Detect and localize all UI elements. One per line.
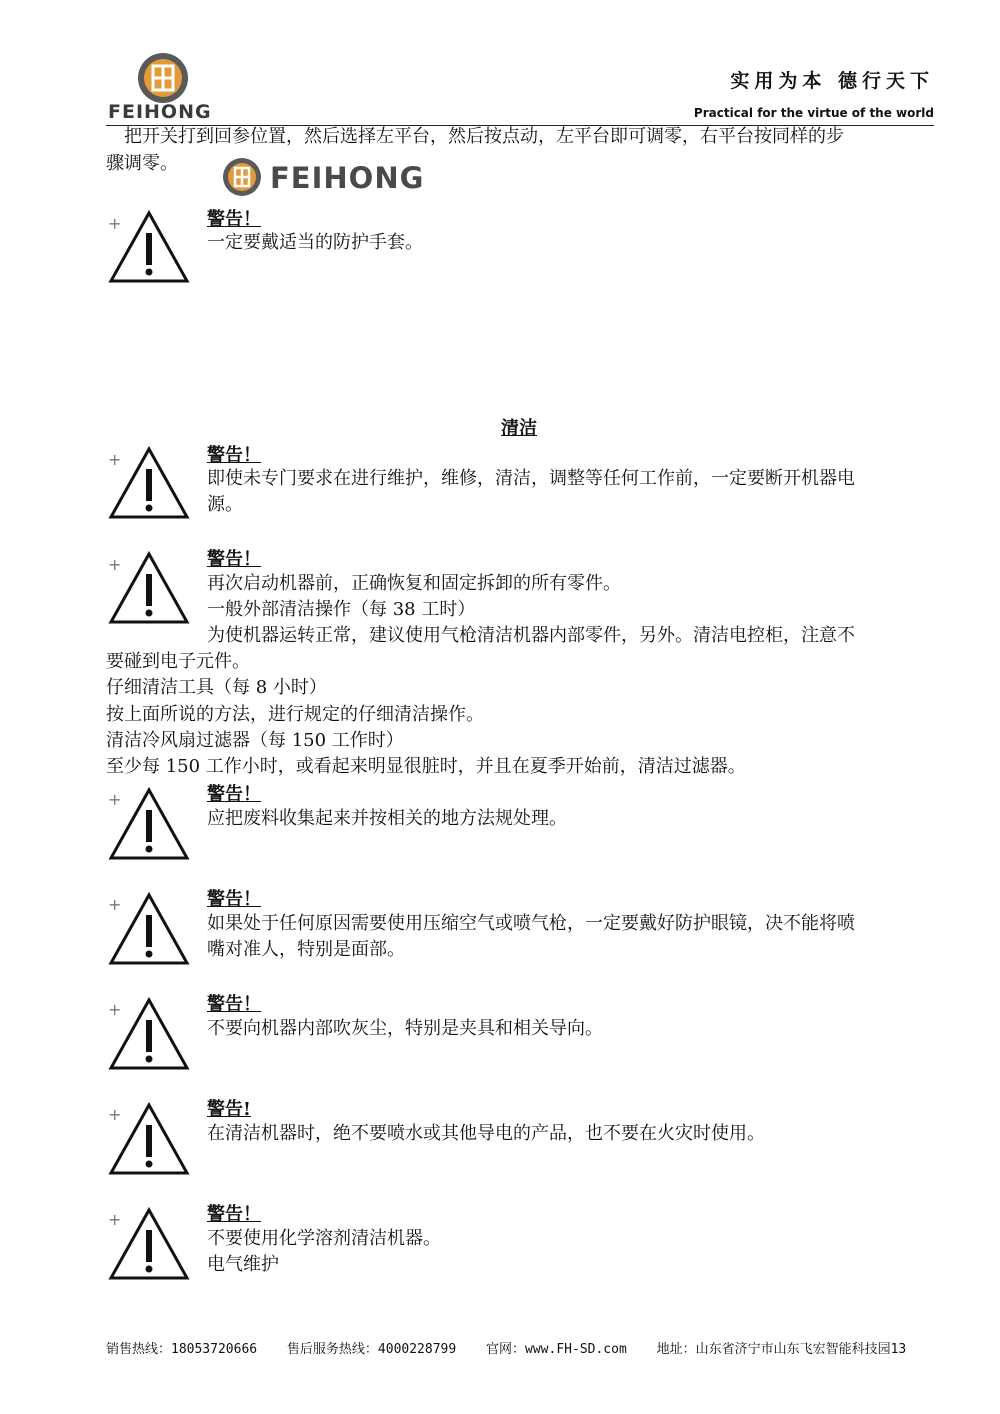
intro-line-1: 把开关打到回参位置，然后选择左平台，然后按点动，左平台即可调零，右平台按同样的步 <box>124 126 844 147</box>
warning-title: 警告！ <box>207 445 261 466</box>
intro-line-2: 骤调零。 <box>106 153 178 174</box>
body-line: 清洁冷风扇过滤器（每 150 工作时） <box>106 730 404 751</box>
section-title: 清洁 <box>501 418 537 439</box>
feihong-inline-logo <box>222 157 472 197</box>
plus-mark: + <box>108 1000 122 1019</box>
logo-wordmark: FEIHONG <box>108 101 212 123</box>
warning-triangle-icon <box>107 996 191 1072</box>
slogan-english: Practical for the virtue of the world <box>693 106 934 120</box>
plus-mark: + <box>108 895 122 914</box>
feihong-logo-icon <box>136 51 190 105</box>
body-line: 按上面所说的方法，进行规定的仔细清洁操作。 <box>106 704 484 725</box>
warning-text: 嘴对准人，特别是面部。 <box>207 939 405 960</box>
warning-triangle-icon <box>107 786 191 862</box>
footer-sales-hotline: 销售热线：18053720666 <box>106 1342 258 1357</box>
plus-mark: + <box>108 214 122 233</box>
slogan-chinese: 实用为本 德行天下 <box>730 70 934 92</box>
warning-triangle-icon <box>107 445 191 521</box>
warning-title: 警告！ <box>207 549 261 570</box>
warning-title: 警告！ <box>207 784 261 805</box>
warning-triangle-icon <box>107 209 191 285</box>
warning-title: 警告！ <box>207 889 261 910</box>
warning-text: 不要向机器内部吹灰尘，特别是夹具和相关导向。 <box>207 1018 603 1039</box>
warning-triangle-icon <box>107 1206 191 1282</box>
warning-text: 一般外部清洁操作（每 38 工时） <box>207 599 476 620</box>
body-line: 仔细清洁工具（每 8 小时） <box>106 677 327 698</box>
plus-mark: + <box>108 555 122 574</box>
warning-text: 再次启动机器前，正确恢复和固定拆卸的所有零件。 <box>207 573 621 594</box>
page-footer <box>106 1338 906 1357</box>
warning-triangle-icon <box>107 891 191 967</box>
body-line: 至少每 150 工作小时，或看起来明显很脏时，并且在夏季开始前，清洁过滤器。 <box>106 756 746 777</box>
plus-mark: + <box>108 1105 122 1124</box>
plus-mark: + <box>108 450 122 469</box>
warning-title: 警告！ <box>207 209 261 230</box>
plus-mark: + <box>108 790 122 809</box>
warning-text: 一定要戴适当的防护手套。 <box>207 232 423 253</box>
footer-address: 地址：山东省济宁市山东飞宏智能科技园13 <box>656 1342 907 1357</box>
warning-text: 在清洁机器时，绝不要喷水或其他导电的产品，也不要在火灾时使用。 <box>207 1123 765 1144</box>
warning-text: 应把废料收集起来并按相关的地方法规处理。 <box>207 808 567 829</box>
warning-text: 即使未专门要求在进行维护，维修，清洁，调整等任何工作前，一定要断开机器电 <box>207 468 855 489</box>
footer-website: 官网：www.FH-SD.com <box>486 1342 627 1357</box>
warning-title: 警告! <box>207 1099 251 1120</box>
warning-title: 警告！ <box>207 1204 261 1225</box>
warning-title: 警告！ <box>207 994 261 1015</box>
warning-triangle-icon <box>107 550 191 626</box>
warning-text: 为使机器运转正常，建议使用气枪清洁机器内部零件，另外。清洁电控柜，注意不 <box>207 625 855 646</box>
warning-text: 电气维护 <box>207 1254 279 1275</box>
body-line: 要碰到电子元件。 <box>106 651 250 672</box>
plus-mark: + <box>108 1210 122 1229</box>
footer-service-hotline: 售后服务热线：4000228799 <box>286 1342 457 1357</box>
warning-triangle-icon <box>107 1101 191 1177</box>
warning-text: 源。 <box>207 494 243 515</box>
inline-logo-text: FEIHONG <box>270 161 425 195</box>
warning-text: 不要使用化学溶剂清洁机器。 <box>207 1228 441 1249</box>
warning-text: 如果处于任何原因需要使用压缩空气或喷气枪，一定要戴好防护眼镜，决不能将喷 <box>207 913 855 934</box>
